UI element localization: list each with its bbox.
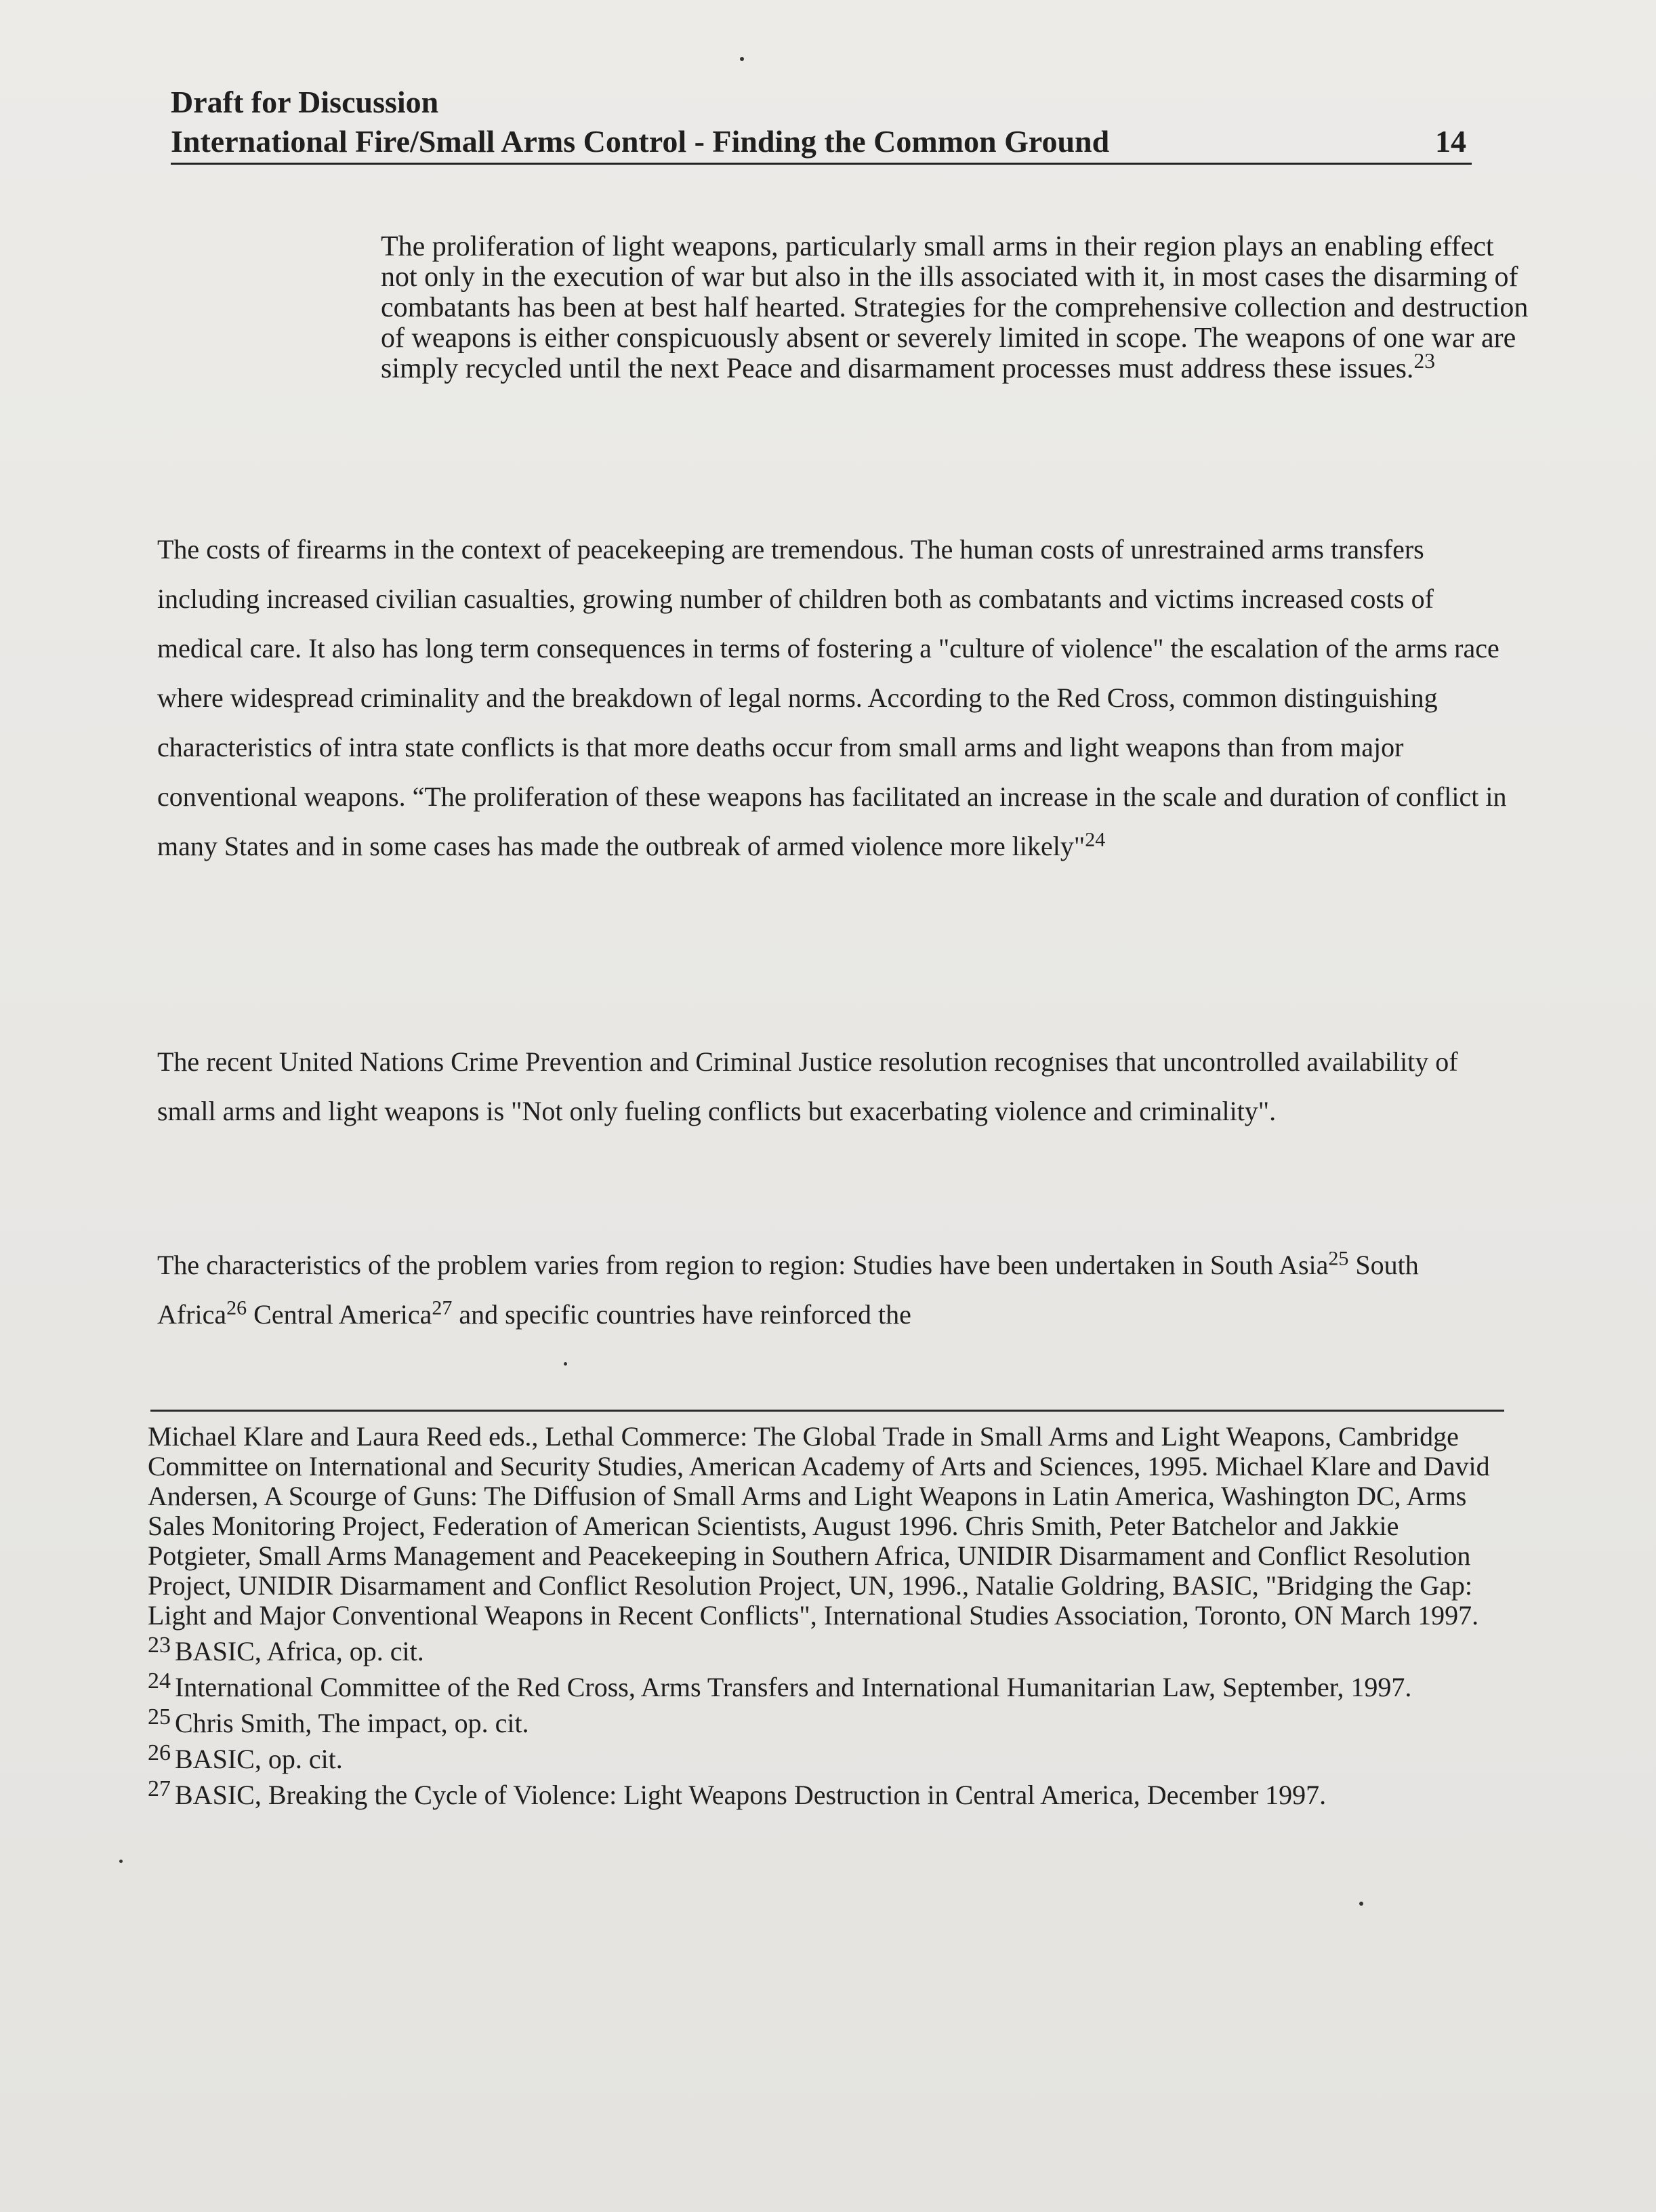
paragraph-characteristics-part4: and specific countries have reinforced the <box>452 1299 911 1330</box>
paragraph-un-resolution <box>157 1037 1512 1136</box>
block-quote <box>381 232 1533 384</box>
footnote-27 <box>148 1774 1503 1810</box>
footnote-number: 25 <box>148 1704 171 1729</box>
ink-speck <box>119 1860 123 1863</box>
footnote-text: BASIC, Breaking the Cycle of Violence: Light Weapons Destruction in Central America, December 1997. <box>175 1779 1327 1810</box>
paragraph-characteristics <box>157 1240 1512 1339</box>
paragraph-costs-text: The costs of firearms in the context of peacekeeping are tremendous. The human costs of unrestrained arms transfers including increased civilian casualties, growing number of children both as combatants and victims increased costs of medical care. It also has long term consequences in terms of fostering a "culture of violence" the escalation of the arms race where widespread criminality and the breakdown of legal norms. According to the Red Cross, common distinguishing characteristics of intra state conflicts is that more deaths occur from small arms and light weapons than from major conventional weapons. “The proliferation of these weapons has facilitated an increase in the scale and duration of conflict in many States and in some cases has made the outbreak of armed violence more likely" <box>157 534 1507 861</box>
footnote-ref-23: 23 <box>1413 348 1435 373</box>
draft-label: Draft for Discussion <box>171 85 439 119</box>
footnote-number: 27 <box>148 1776 171 1801</box>
footnote-divider <box>150 1410 1504 1412</box>
footnote-ref-27: 27 <box>432 1296 453 1319</box>
footnote-number: 23 <box>148 1633 171 1658</box>
footnote-number: 26 <box>148 1740 171 1765</box>
document-title: International Fire/Small Arms Control - Finding the Common Ground <box>171 124 1110 159</box>
footnote-text: BASIC, Africa, op. cit. <box>175 1635 424 1666</box>
footnote-number: 24 <box>148 1668 171 1694</box>
page-number: 14 <box>1435 124 1466 159</box>
header-title-row <box>171 122 1472 165</box>
footnote-continued: Michael Klare and Laura Reed eds., Lethal Commerce: The Global Trade in Small Arms and Light Weapons, Cambridge Committee on International and Security Studies, American Academy of Arts and Sciences, 1995. Michael Klare and David Andersen, A Scourge of Guns: The Diffusion of Small Arms and Light Weapons in Latin America, Washington DC, Arms Sales Monitoring Project, Federation of American Scientists, August 1996. Chris Smith, Peter Batchelor and Jakkie Potgieter, Small Arms Management and Peacekeeping in Southern Africa, UNIDIR Disarmament and Conflict Resolution Project, UNIDIR Disarmament and Conflict Resolution Project, UN, 1996., Natalie Goldring, BASIC, "Bridging the Gap: Light and Major Conventional Weapons in Recent Conflicts", International Studies Association, Toronto, ON March 1997. <box>148 1421 1490 1631</box>
paragraph-characteristics-part1: The characteristics of the problem varies from region to region: Studies have been undertaken in South Asia <box>157 1250 1329 1280</box>
paragraph-costs <box>157 525 1512 871</box>
footnote-text: BASIC, op. cit. <box>175 1743 343 1774</box>
footnote-ref-24: 24 <box>1085 828 1106 851</box>
footnote-25 <box>148 1702 1503 1738</box>
ink-speck <box>564 1362 567 1366</box>
footnotes-section <box>148 1422 1503 1809</box>
paragraph-un-resolution-text: The recent United Nations Crime Prevention and Criminal Justice resolution recognises that uncontrolled availability of small arms and light weapons is "Not only fueling conflicts but exacerbating violence and criminality". <box>157 1046 1458 1126</box>
footnote-23 <box>148 1631 1503 1666</box>
footnote-ref-26: 26 <box>226 1296 247 1319</box>
ink-speck <box>1359 1902 1363 1906</box>
paragraph-characteristics-part2: South Africa <box>157 1250 1419 1330</box>
footnote-26 <box>148 1738 1503 1774</box>
paragraph-characteristics-part3: Central America <box>247 1299 432 1330</box>
page-header <box>171 83 1472 165</box>
footnote-24 <box>148 1666 1503 1702</box>
quote-text: The proliferation of light weapons, particularly small arms in their region plays an enabling effect not only in the execution of war but also in the ills associated with it, in most cases the disarming of combatants has been at best half hearted. Strategies for the comprehensive collection and destruction of weapons is either conspicuously absent or severely limited in scope. The weapons of one war are simply recycled until the next Peace and disarmament processes must address these issues. <box>381 231 1529 384</box>
footnote-ref-25: 25 <box>1328 1247 1349 1270</box>
footnote-text: Chris Smith, The impact, op. cit. <box>175 1707 529 1738</box>
ink-speck <box>740 57 744 61</box>
footnote-text: International Committee of the Red Cross, Arms Transfers and International Humanitarian Law, September, 1997. <box>175 1671 1412 1702</box>
